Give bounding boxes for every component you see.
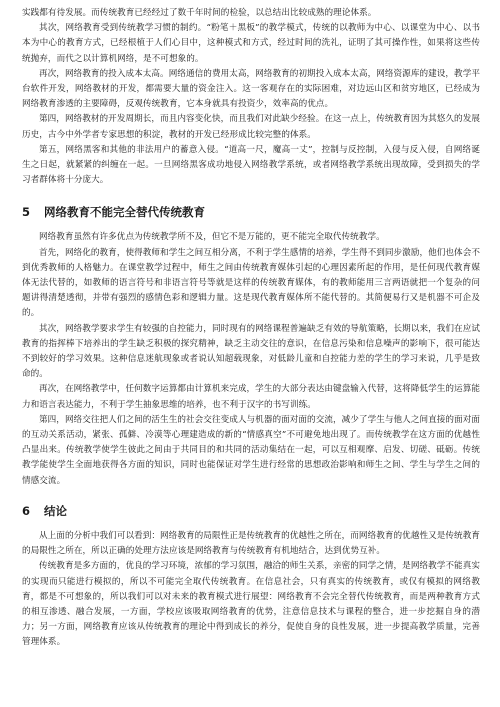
paragraph: 其次，网络教学要求学生有较强的自控能力，同时现有的网络课程普遍缺乏有效的导航策略，长期以来，我们在应试教育的指挥棒下培养出的学生缺乏积极的探究精神，缺乏主动交往的意识，在信息污染和信息噪声的影响下，很可能达不到较好的学习效果。这种信息迷航现象或者说认知超载现象，对低龄儿童和自控能力差的学生的学习来说，几乎是致命的。 <box>22 323 480 380</box>
paragraph: 传统教育是多方面的，优良的学习环境，浓郁的学习氛围，融洽的师生关系，亲密的同学之情，是网络教学不能真实的实现而只能进行模拟的，所以不可能完全取代传统教育。在信息社会，只有真实的传统教育，或仅有模拟的网络教育，都是不可想象的，所以我们可以对未来的教育模式进行展望：网络教育不会完全替代传统教育，而是两种教育方式的相互渗透、融合发展，一方面，学校应该吸取网络教育的优势，注意信息技术与课程的整合，进一步挖掘自身的潜力；另一方面，网络教育应该从传统教育的理论中得到成长的养分，促使自身的良性发展，进一步提高教学质量，完善管理体系。 <box>22 561 480 648</box>
paragraph: 从上面的分析中我们可以看到：网络教育的局限性正是传统教育的优越性之所在，而网络教育的优越性又是传统教育的局限性之所在，所以正确的处理方法应该是网络教育与传统教育有机地结合，达到优势互补。 <box>22 530 480 557</box>
paragraph: 再次，在网络教学中，任何数字运算都由计算机来完成，学生的大部分表达由键盘输入代替，这将降低学生的运算能力和语言表达能力，不利于学生抽象思维的培养，也不利于汉字的书写训练。 <box>22 384 480 410</box>
paragraph: 实践都有待发展。而传统教育已经经过了数千年时间的检验，以总结出比较成熟的理论体系。 <box>22 8 377 18</box>
intro-paragraphs <box>22 6 480 188</box>
section-number: 5 <box>22 205 31 220</box>
section-6-body <box>22 529 480 651</box>
section-5-body <box>22 230 480 488</box>
section-heading-5 <box>22 204 480 220</box>
paragraph: 第五，网络黑客和其他的非法用户的蓄意入侵。“道高一尺，魔高一丈”，控制与反控制，入侵与反入侵，自网络诞生之日起，就紧紧的纠缠在一起。一旦网络黑客成功地侵入网络教学系统，或者网络教学系统出现故障，受到损失的学习者群体将十分庞大。 <box>22 144 480 186</box>
paragraph: 第四，网络教材的开发周期长，而且内容变化快，而且我们对此缺少经验。在这一点上，传统教育因为其悠久的发展历史，古今中外学者专家思想的积淀，教材的开发已经形成比较完整的体系。 <box>22 114 480 140</box>
section-title: 结论 <box>44 503 67 518</box>
paragraph: 首先，网络化的教育，使得教师和学生之间互相分离，不利于学生感情的培养，学生得不到同步激励，他们也体会不到优秀教师的人格魅力。在课堂教学过程中，师生之间由传统教育媒体引起的心理因素所起的作用，是任何现代教育媒体无法代替的，如教师的语言符号和非语言符号等就是这样的传统教育媒体，有的教师能用三言两语就把一个复杂的问题讲得清楚透彻，并带有强烈的感情色彩和逻辑力量。这是现代教育媒体所不能代替的。其简便易行又是机器不可企及的。 <box>22 247 480 319</box>
section-number: 6 <box>22 503 31 518</box>
section-heading-6 <box>22 503 480 519</box>
paragraph: 网络教育虽然有许多优点为传统教学所不及，但它不是万能的，更不能完全取代传统教学。 <box>39 232 385 243</box>
paragraph: 第四，网络交往把人们之间的活生生的社会交往变成人与机器的面对面的交流，减少了学生与他人之间直接的面对面的互动关系活动，紧张、孤僻、冷漠等心理建造成的新的“情感真空”不可避免地出现了。而传统教学在这方面的优越性凸显出来。传统教学使学生彼此之间由于共同目的和共同的活动集结在一起，可以互相观摩、启发、切磋、砥砺。传统教学能使学生全面地获得各方面的知识，同时也能保证对学生进行经常的思想政治影响和师生之间、学生与学生之间的情感交流。 <box>22 414 480 486</box>
section-title: 网络教育不能完全替代传统教育 <box>44 205 205 220</box>
paragraph: 再次，网络教育的投入成本太高。网络通信的费用太高，网络教育的初期投入成本太高，网络资源库的建设，教学平台软件开发，网络教材的开发，都需要大量的资金注入。这一客观存在的实际困难，对边远山区和贫穷地区，已经成为网络教育渗透的主要障碍，反观传统教育，它本身就具有投资少，效率高的优点。 <box>22 68 480 110</box>
paragraph: 其次，网络教育受到传统教学习惯的制约。“粉笔＋黑板”的教学模式，传统的以教师为中心、以课堂为中心、以书本为中心的教育方式，已经根植于人们心目中，这种模式和方式，经过时间的洗礼，证明了其可操作性，如果将这些传统抛弃，而代之以计算机网络，是不可想象的。 <box>22 23 480 64</box>
